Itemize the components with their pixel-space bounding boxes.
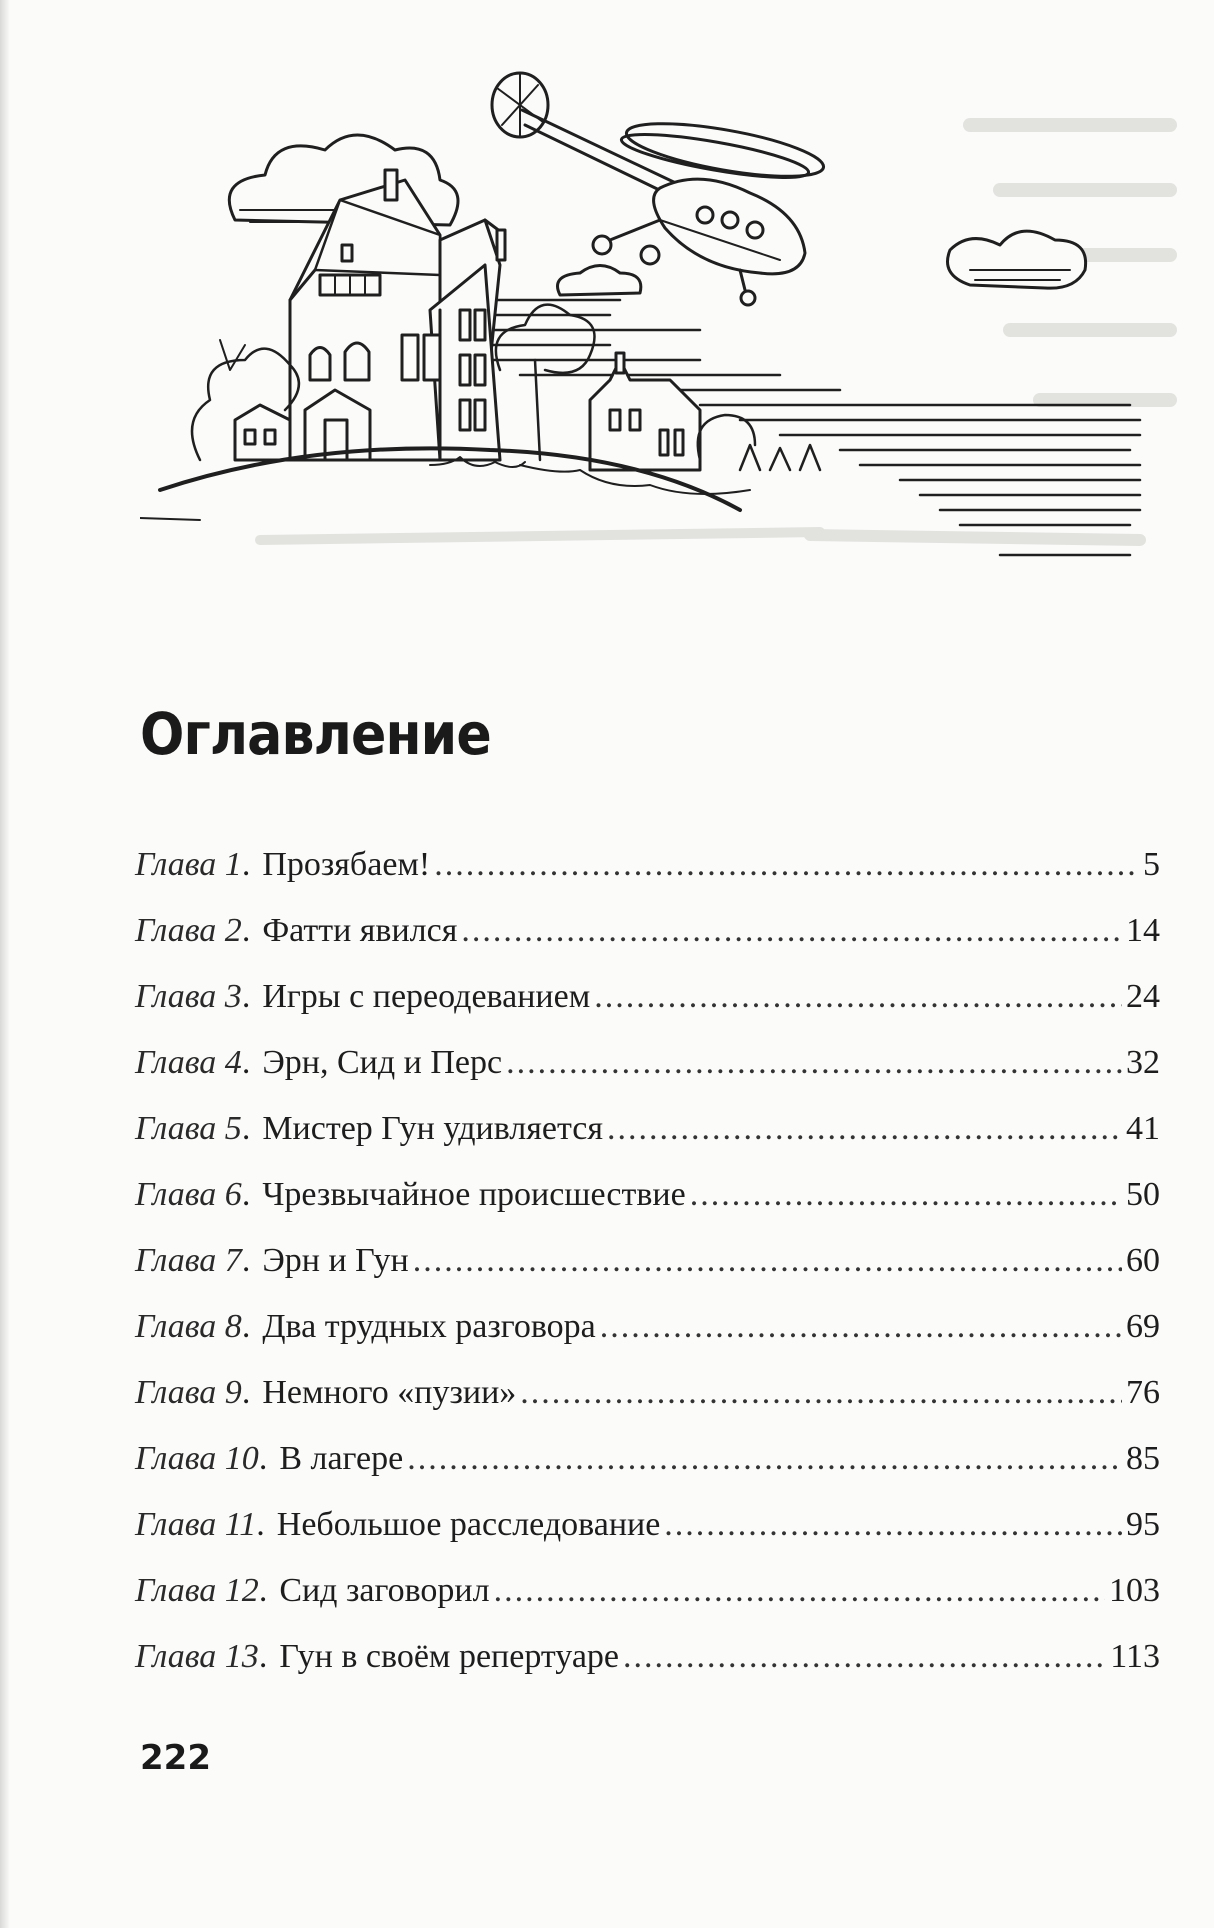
toc-entry[interactable]: Глава 5 . Мистер Гун удивляется ..... 41 bbox=[135, 1096, 1160, 1162]
chapter-title: Небольшое расследование bbox=[276, 1506, 661, 1543]
house-helicopter-illustration bbox=[140, 70, 1180, 640]
chapter-label: Глава 11 bbox=[135, 1506, 257, 1543]
chapter-label: Глава 6 bbox=[135, 1176, 242, 1213]
chapter-title: Два трудных разговора bbox=[262, 1308, 596, 1345]
chapter-page: 113 bbox=[1110, 1638, 1160, 1675]
chapter-title: Игры с переодеванием bbox=[262, 978, 591, 1015]
chapter-page: 32 bbox=[1126, 1044, 1160, 1081]
chapter-title: Чрезвычайное происшествие bbox=[262, 1176, 686, 1213]
small-house-right bbox=[590, 353, 700, 470]
chapter-label: Глава 7 bbox=[135, 1242, 242, 1279]
chapter-title: Фатти явился bbox=[262, 912, 458, 949]
toc-entry[interactable]: Глава 6 . Чрезвычайное происшествие ..... 50 bbox=[135, 1162, 1160, 1228]
small-house-left bbox=[235, 405, 290, 460]
chapter-title: Эрн, Сид и Перс bbox=[262, 1044, 503, 1081]
chapter-page: 76 bbox=[1126, 1374, 1160, 1411]
dot-leader bbox=[607, 1096, 1122, 1162]
toc-entry[interactable]: Глава 2 . Фатти явился ..... 14 bbox=[135, 898, 1160, 964]
chapter-page: 103 bbox=[1109, 1572, 1160, 1609]
chapter-title: Мистер Гун удивляется bbox=[262, 1110, 603, 1147]
dot-leader bbox=[413, 1228, 1122, 1294]
chapter-label: Глава 5 bbox=[135, 1110, 242, 1147]
chapter-page: 50 bbox=[1126, 1176, 1160, 1213]
dot-leader bbox=[623, 1624, 1106, 1690]
page-edge-shadow bbox=[0, 0, 10, 1928]
chapter-page: 5 bbox=[1143, 846, 1160, 883]
chapter-page: 24 bbox=[1126, 978, 1160, 1015]
chapter-page: 41 bbox=[1126, 1110, 1160, 1147]
chapter-label: Глава 12 bbox=[135, 1572, 259, 1609]
chapter-label: Глава 8 bbox=[135, 1308, 242, 1345]
chapter-title: Прозябаем! bbox=[262, 846, 431, 883]
chapter-label: Глава 13 bbox=[135, 1638, 259, 1675]
dot-leader bbox=[594, 964, 1122, 1030]
toc-entry[interactable]: Глава 4 . Эрн, Сид и Перс ..... 32 bbox=[135, 1030, 1160, 1096]
chapter-page: 69 bbox=[1126, 1308, 1160, 1345]
chapter-title: Эрн и Гун bbox=[262, 1242, 409, 1279]
toc-entry[interactable]: Глава 7 . Эрн и Гун ..... 60 bbox=[135, 1228, 1160, 1294]
chapter-title: Немного «пузии» bbox=[262, 1374, 517, 1411]
dot-leader bbox=[520, 1360, 1122, 1426]
chapter-label: Глава 3 bbox=[135, 978, 242, 1015]
cloud-small bbox=[558, 266, 641, 296]
dot-leader bbox=[461, 898, 1122, 964]
toc-entry[interactable]: Глава 11 . Небольшое расследование ..... 95 bbox=[135, 1492, 1160, 1558]
dot-leader bbox=[407, 1426, 1122, 1492]
cloud-right bbox=[948, 231, 1086, 288]
toc-entry[interactable]: Глава 13 . Гун в своём репертуаре ..... 113 bbox=[135, 1624, 1160, 1690]
toc-entry[interactable]: Глава 10 . В лагере ..... 85 bbox=[135, 1426, 1160, 1492]
toc-entry[interactable]: Глава 8 . Два трудных разговора ..... 69 bbox=[135, 1294, 1160, 1360]
chapter-title: Сид заговорил bbox=[279, 1572, 490, 1609]
chapter-label: Глава 9 bbox=[135, 1374, 242, 1411]
dot-leader bbox=[506, 1030, 1122, 1096]
toc-entry[interactable]: Глава 1 . Прозябаем! ..... 5 bbox=[135, 832, 1160, 898]
toc-entry[interactable]: Глава 9 . Немного «пузии» ..... 76 bbox=[135, 1360, 1160, 1426]
page-number: 222 bbox=[140, 1738, 211, 1778]
chapter-page: 95 bbox=[1126, 1506, 1160, 1543]
chapter-label: Глава 1 bbox=[135, 846, 242, 883]
dot-leader bbox=[494, 1558, 1105, 1624]
dot-leader bbox=[664, 1492, 1122, 1558]
chapter-page: 85 bbox=[1126, 1440, 1160, 1477]
helicopter bbox=[492, 73, 827, 305]
chapter-label: Глава 4 bbox=[135, 1044, 242, 1081]
toc-entry[interactable]: Глава 12 . Сид заговорил ..... 103 bbox=[135, 1558, 1160, 1624]
dot-leader bbox=[600, 1294, 1122, 1360]
chapter-page: 60 bbox=[1126, 1242, 1160, 1279]
chapter-title: Гун в своём репертуаре bbox=[279, 1638, 620, 1675]
chapter-label: Глава 2 bbox=[135, 912, 242, 949]
dot-leader bbox=[434, 832, 1139, 898]
chapter-page: 14 bbox=[1126, 912, 1160, 949]
toc-entry[interactable]: Глава 3 . Игры с переодеванием ..... 24 bbox=[135, 964, 1160, 1030]
page-title: Оглавление bbox=[140, 700, 491, 768]
chapter-title: В лагере bbox=[279, 1440, 404, 1477]
table-of-contents bbox=[135, 832, 1160, 1690]
dot-leader bbox=[690, 1162, 1122, 1228]
chapter-label: Глава 10 bbox=[135, 1440, 259, 1477]
